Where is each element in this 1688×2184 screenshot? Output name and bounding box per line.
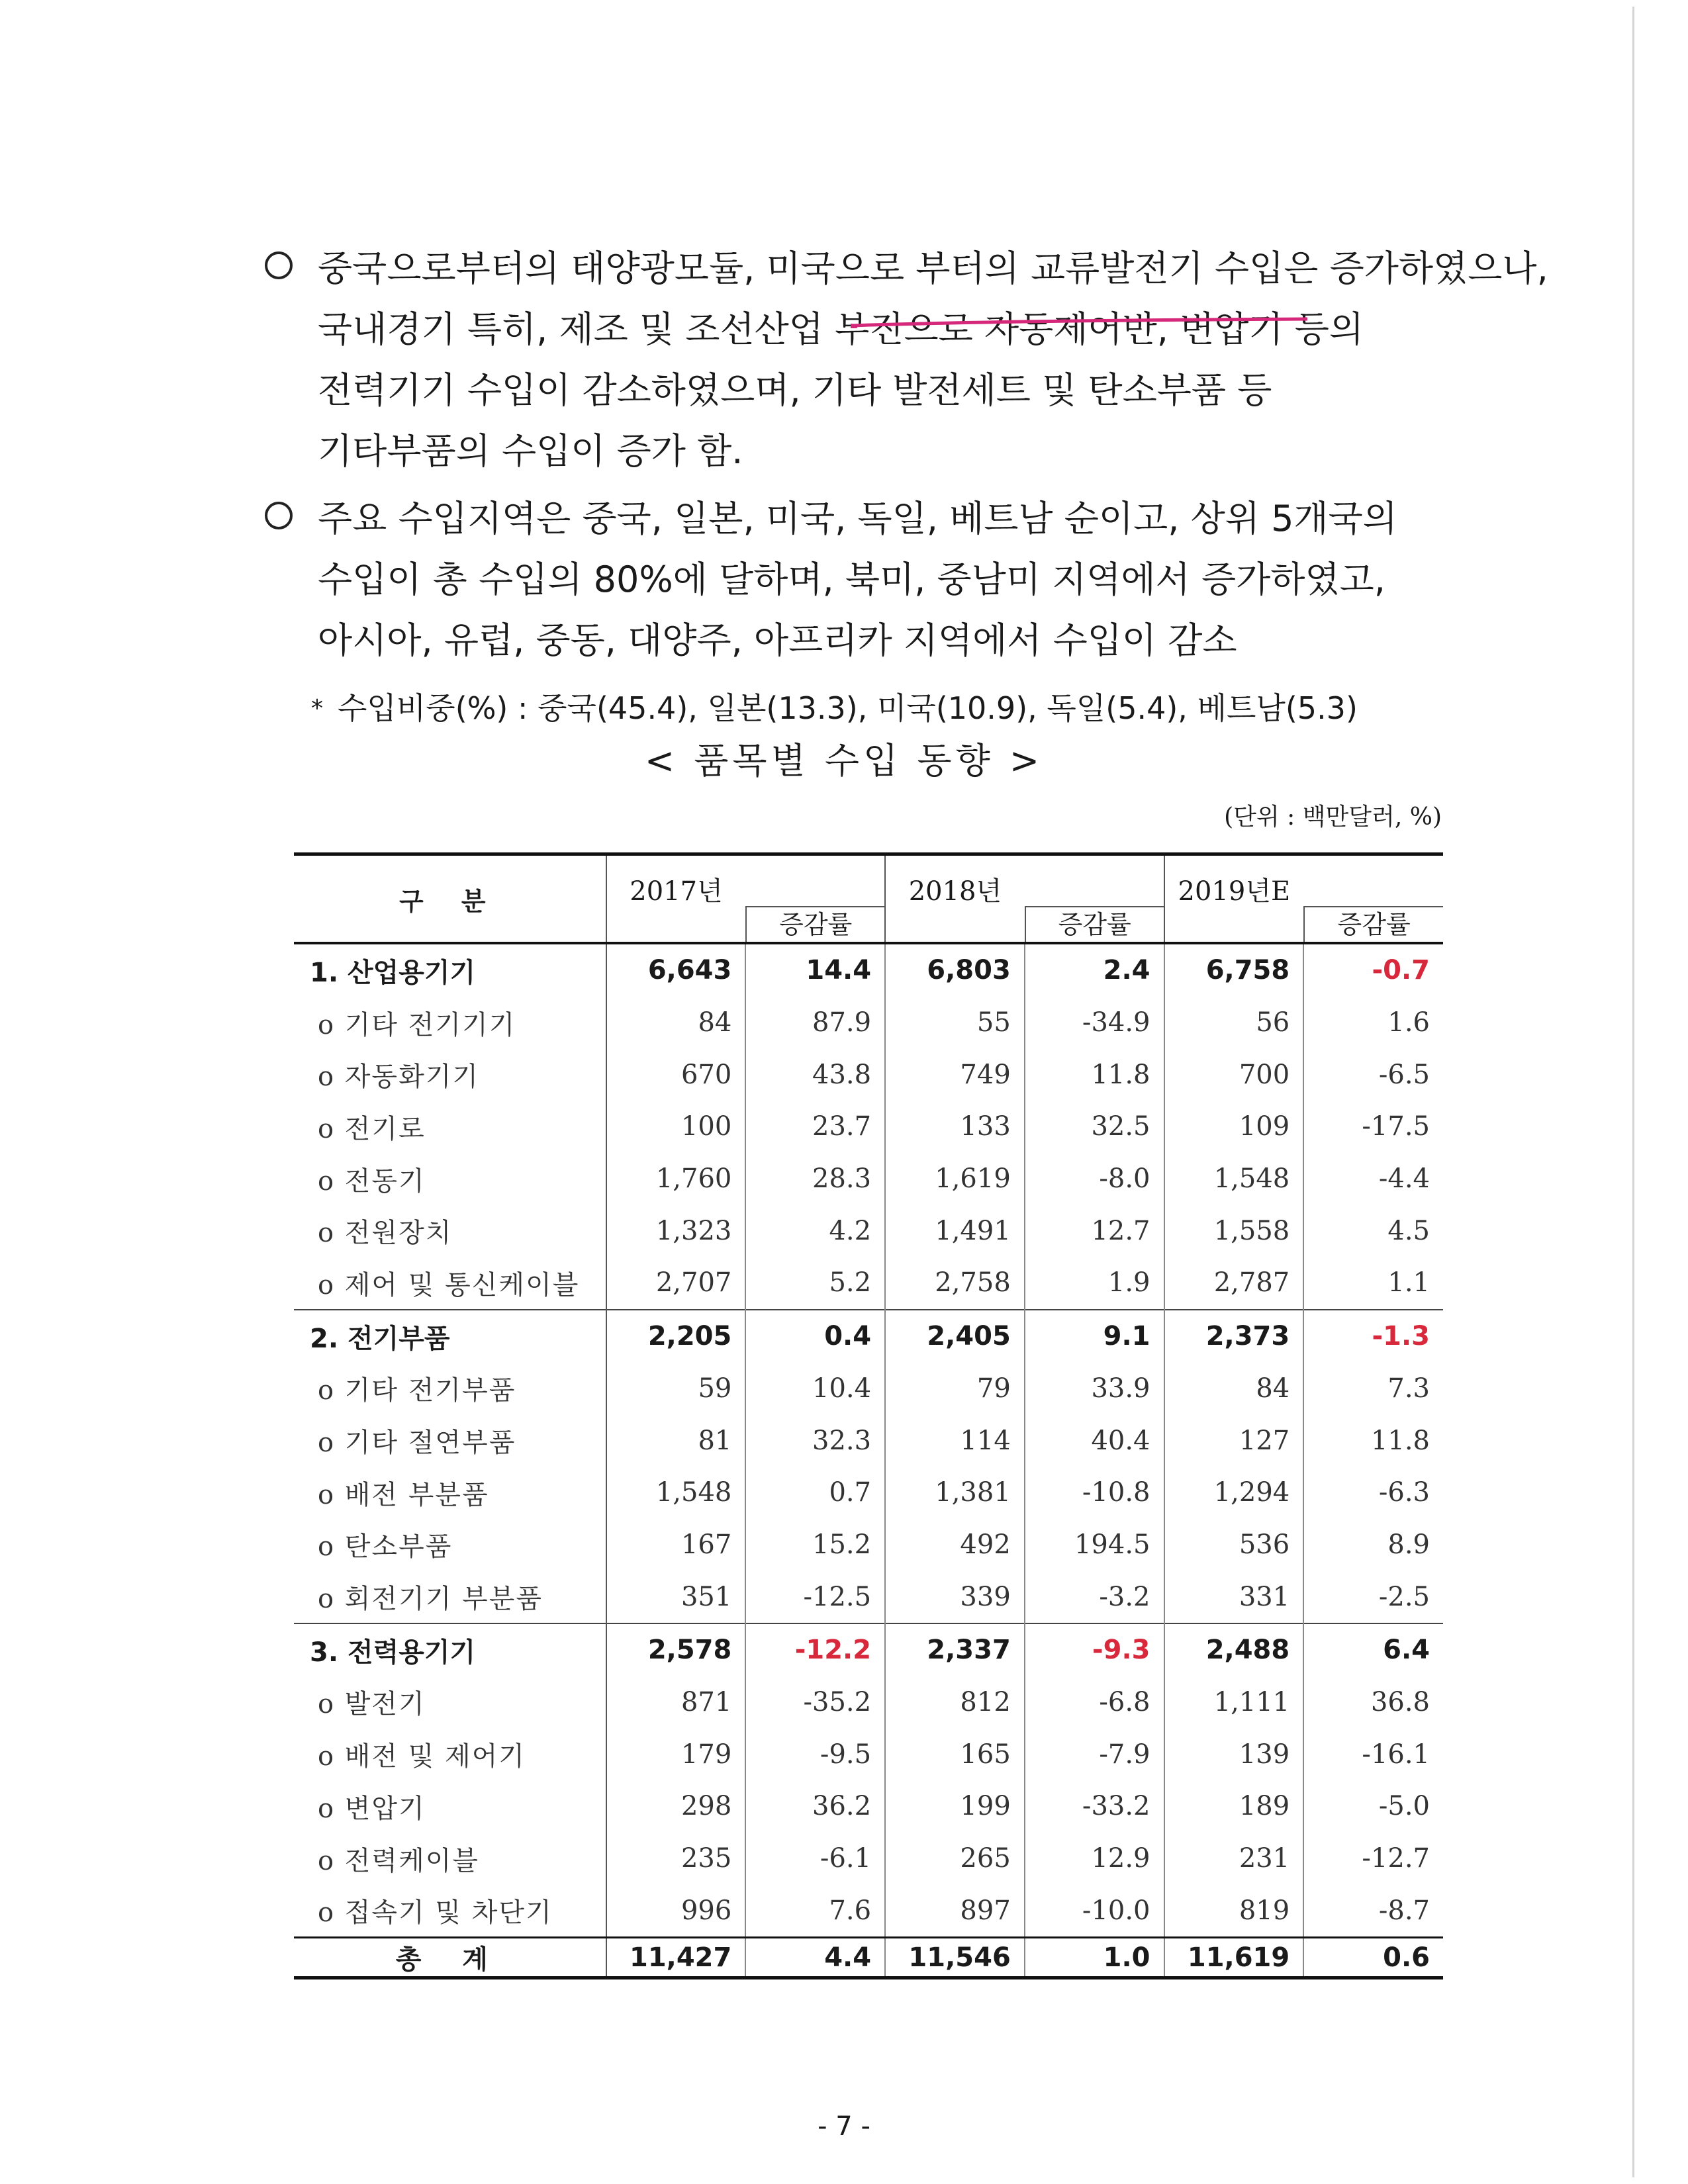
change-2019: 4.5 bbox=[1387, 1215, 1430, 1246]
total-2018-change: 1.0 bbox=[1025, 1938, 1164, 1978]
row-label: o 발전기 bbox=[294, 1676, 606, 1729]
change-2018: 12.7 bbox=[1025, 1205, 1164, 1257]
row-label: o 탄소부품 bbox=[294, 1519, 606, 1571]
value-2019: 331 bbox=[1164, 1570, 1304, 1623]
change-2018: 40.4 bbox=[1025, 1414, 1164, 1467]
table-row bbox=[294, 1048, 1443, 1101]
value-2017: 59 bbox=[606, 1363, 746, 1415]
page-number: - 7 - bbox=[818, 2111, 870, 2142]
change-2018: 194.5 bbox=[1025, 1519, 1164, 1571]
value-2017: 235 bbox=[606, 1833, 746, 1885]
value-2017: 100 bbox=[606, 1101, 746, 1153]
change-2019: 7.3 bbox=[1387, 1373, 1430, 1404]
change-2019: -1.3 bbox=[1303, 1310, 1443, 1363]
change-2017: 0.4 bbox=[745, 1310, 885, 1363]
table-title: < 품목별 수입 동향 > bbox=[644, 740, 1044, 782]
header-change-label: 증감률 bbox=[745, 906, 884, 942]
value-2018: 492 bbox=[885, 1519, 1025, 1571]
change-2017: 7.6 bbox=[745, 1884, 885, 1937]
value-2018: 165 bbox=[885, 1728, 1025, 1780]
change-2017: 87.9 bbox=[745, 997, 885, 1049]
table-row bbox=[294, 1257, 1443, 1310]
value-2017: 81 bbox=[606, 1414, 746, 1467]
value-2018: 749 bbox=[885, 1048, 1025, 1101]
bullet-paragraph-2 bbox=[265, 488, 1509, 671]
value-2017: 1,760 bbox=[606, 1153, 746, 1205]
table-row bbox=[294, 1570, 1443, 1623]
value-2019: 231 bbox=[1164, 1833, 1304, 1885]
change-2017: -12.5 bbox=[745, 1570, 885, 1623]
row-label: o 제어 및 통신케이블 bbox=[294, 1257, 606, 1310]
change-2018: -3.2 bbox=[1025, 1570, 1164, 1623]
value-2018: 265 bbox=[885, 1833, 1025, 1885]
import-trend-table bbox=[294, 852, 1443, 1979]
header-change-2017 bbox=[745, 854, 885, 944]
paragraph-line: 국내경기 특히, 제조 및 조선산업 부진으로 자동제어반, 변압기 등의 bbox=[318, 308, 1364, 350]
table-row bbox=[294, 1414, 1443, 1467]
value-2017: 2,578 bbox=[606, 1623, 746, 1676]
value-2019: 2,373 bbox=[1164, 1310, 1304, 1363]
value-2019: 1,294 bbox=[1164, 1467, 1304, 1519]
value-2017: 670 bbox=[606, 1048, 746, 1101]
change-2019: 1.1 bbox=[1387, 1267, 1430, 1298]
body-text bbox=[265, 238, 1548, 678]
value-2018: 2,337 bbox=[885, 1623, 1025, 1676]
table-section-row bbox=[294, 943, 1443, 997]
row-label: o 회전기기 부분품 bbox=[294, 1570, 606, 1623]
change-2018: 9.1 bbox=[1025, 1310, 1164, 1363]
value-2018: 2,405 bbox=[885, 1310, 1025, 1363]
value-2017: 84 bbox=[606, 997, 746, 1049]
change-2019: -0.7 bbox=[1372, 955, 1430, 986]
value-2019: 1,111 bbox=[1164, 1676, 1304, 1729]
value-2018: 199 bbox=[885, 1780, 1025, 1833]
change-2017: -12.2 bbox=[745, 1623, 885, 1676]
change-2019: 11.8 bbox=[1370, 1425, 1430, 1456]
change-2019: 6.4 bbox=[1303, 1623, 1443, 1676]
value-2019: 1,548 bbox=[1164, 1153, 1304, 1205]
total-2019-value: 11,619 bbox=[1164, 1938, 1304, 1978]
value-2018: 114 bbox=[885, 1414, 1025, 1467]
row-label: o 자동화기기 bbox=[294, 1048, 606, 1101]
table-row bbox=[294, 1101, 1443, 1153]
paragraph-line: 전력기기 수입이 감소하였으며, 기타 발전세트 및 탄소부품 등 bbox=[318, 369, 1272, 411]
value-2017: 1,548 bbox=[606, 1467, 746, 1519]
change-2017: 5.2 bbox=[745, 1257, 885, 1310]
row-label: o 전기로 bbox=[294, 1101, 606, 1153]
import-share-note bbox=[311, 688, 1358, 729]
change-2019: -2.5 bbox=[1378, 1581, 1430, 1612]
header-change-2018 bbox=[1025, 854, 1164, 944]
change-2018: 2.4 bbox=[1025, 943, 1164, 997]
paragraph-line: 중국으로부터의 태양광모듈, 미국으로 부터의 교류발전기 수입은 증가하였으나, bbox=[318, 248, 1548, 289]
value-2017: 2,205 bbox=[606, 1310, 746, 1363]
page-edge-shadow bbox=[1632, 7, 1634, 2177]
value-2018: 1,491 bbox=[885, 1205, 1025, 1257]
change-2018: 1.9 bbox=[1025, 1257, 1164, 1310]
change-2018: 12.9 bbox=[1025, 1833, 1164, 1885]
header-2018: 2018년 bbox=[885, 854, 1025, 944]
value-2018: 79 bbox=[885, 1363, 1025, 1415]
header-2017: 2017년 bbox=[606, 854, 746, 944]
row-label: o 배전 부분품 bbox=[294, 1467, 606, 1519]
asterisk-marker: * bbox=[311, 695, 323, 722]
value-2017: 179 bbox=[606, 1728, 746, 1780]
change-2017: 28.3 bbox=[745, 1153, 885, 1205]
table-row bbox=[294, 1519, 1443, 1571]
table-section-row bbox=[294, 1310, 1443, 1363]
value-2019: 2,488 bbox=[1164, 1623, 1304, 1676]
table-row bbox=[294, 1363, 1443, 1415]
paragraph-line: 주요 수입지역은 중국, 일본, 미국, 독일, 베트남 순이고, 상위 5개국의 bbox=[318, 498, 1397, 539]
value-2017: 6,643 bbox=[606, 943, 746, 997]
value-2019: 6,758 bbox=[1164, 943, 1304, 997]
change-2019: -5.0 bbox=[1378, 1791, 1430, 1822]
row-label: 1. 산업용기기 bbox=[294, 943, 606, 997]
circle-bullet-icon bbox=[265, 251, 293, 279]
total-2019-change: 0.6 bbox=[1303, 1938, 1443, 1978]
change-2017: 32.3 bbox=[745, 1414, 885, 1467]
change-2017: 23.7 bbox=[745, 1101, 885, 1153]
header-category: 구 분 bbox=[294, 854, 606, 944]
table-total-row bbox=[294, 1938, 1443, 1978]
change-2018: 32.5 bbox=[1025, 1101, 1164, 1153]
note-text: 수입비중(%) : 중국(45.4), 일본(13.3), 미국(10.9), 독일(5.4), 베트남(5.3) bbox=[338, 690, 1358, 726]
table-row bbox=[294, 1205, 1443, 1257]
value-2019: 84 bbox=[1164, 1363, 1304, 1415]
value-2018: 55 bbox=[885, 997, 1025, 1049]
value-2019: 109 bbox=[1164, 1101, 1304, 1153]
value-2018: 812 bbox=[885, 1676, 1025, 1729]
change-2017: -9.5 bbox=[745, 1728, 885, 1780]
row-label: o 배전 및 제어기 bbox=[294, 1728, 606, 1780]
row-label: o 기타 전기부품 bbox=[294, 1363, 606, 1415]
handwritten-highlight-mark bbox=[851, 316, 1307, 328]
row-label: o 변압기 bbox=[294, 1780, 606, 1833]
table-section-row bbox=[294, 1623, 1443, 1676]
change-2018: -34.9 bbox=[1025, 997, 1164, 1049]
table-row bbox=[294, 1728, 1443, 1780]
total-2018-value: 11,546 bbox=[885, 1938, 1025, 1978]
row-label: o 전력케이블 bbox=[294, 1833, 606, 1885]
change-2017: 0.7 bbox=[745, 1467, 885, 1519]
change-2018: -8.0 bbox=[1025, 1153, 1164, 1205]
change-2019: -6.3 bbox=[1378, 1477, 1430, 1508]
change-2019: -12.7 bbox=[1362, 1843, 1430, 1874]
value-2017: 298 bbox=[606, 1780, 746, 1833]
row-label: o 전동기 bbox=[294, 1153, 606, 1205]
change-2018: -9.3 bbox=[1025, 1623, 1164, 1676]
change-2017: 14.4 bbox=[745, 943, 885, 997]
value-2018: 2,758 bbox=[885, 1257, 1025, 1310]
change-2018: -10.0 bbox=[1025, 1884, 1164, 1937]
change-2019: -8.7 bbox=[1378, 1895, 1430, 1926]
value-2017: 1,323 bbox=[606, 1205, 746, 1257]
header-2019: 2019년E bbox=[1164, 854, 1304, 944]
change-2017: -6.1 bbox=[745, 1833, 885, 1885]
value-2019: 139 bbox=[1164, 1728, 1304, 1780]
paragraph-line: 아시아, 유럽, 중동, 대양주, 아프리카 지역에서 수입이 감소 bbox=[318, 619, 1237, 661]
change-2017: -35.2 bbox=[745, 1676, 885, 1729]
value-2019: 56 bbox=[1164, 997, 1304, 1049]
value-2018: 133 bbox=[885, 1101, 1025, 1153]
header-change-2019 bbox=[1303, 854, 1443, 944]
change-2018: -7.9 bbox=[1025, 1728, 1164, 1780]
change-2017: 43.8 bbox=[745, 1048, 885, 1101]
value-2019: 1,558 bbox=[1164, 1205, 1304, 1257]
total-label: 총 계 bbox=[294, 1938, 606, 1978]
row-label: o 기타 절연부품 bbox=[294, 1414, 606, 1467]
header-change-label: 증감률 bbox=[1303, 906, 1443, 942]
value-2017: 996 bbox=[606, 1884, 746, 1937]
value-2019: 819 bbox=[1164, 1884, 1304, 1937]
value-2017: 871 bbox=[606, 1676, 746, 1729]
row-label: 3. 전력용기기 bbox=[294, 1623, 606, 1676]
header-change-label: 증감률 bbox=[1025, 906, 1164, 942]
change-2018: -10.8 bbox=[1025, 1467, 1164, 1519]
value-2018: 6,803 bbox=[885, 943, 1025, 997]
row-label: 2. 전기부품 bbox=[294, 1310, 606, 1363]
change-2017: 10.4 bbox=[745, 1363, 885, 1415]
change-2018: -33.2 bbox=[1025, 1780, 1164, 1833]
change-2019: 36.8 bbox=[1370, 1686, 1430, 1717]
table-row bbox=[294, 997, 1443, 1049]
change-2017: 15.2 bbox=[745, 1519, 885, 1571]
value-2018: 339 bbox=[885, 1570, 1025, 1623]
change-2017: 4.2 bbox=[745, 1205, 885, 1257]
change-2018: -6.8 bbox=[1025, 1676, 1164, 1729]
value-2018: 1,381 bbox=[885, 1467, 1025, 1519]
row-label: o 전원장치 bbox=[294, 1205, 606, 1257]
value-2018: 1,619 bbox=[885, 1153, 1025, 1205]
table-body bbox=[294, 943, 1443, 1938]
change-2019: -17.5 bbox=[1362, 1111, 1430, 1142]
circle-bullet-icon bbox=[265, 502, 293, 529]
table-row bbox=[294, 1780, 1443, 1833]
total-2017-change: 4.4 bbox=[745, 1938, 885, 1978]
change-2019: 1.6 bbox=[1387, 1007, 1430, 1038]
value-2019: 2,787 bbox=[1164, 1257, 1304, 1310]
value-2017: 167 bbox=[606, 1519, 746, 1571]
table-row bbox=[294, 1884, 1443, 1937]
change-2019: -16.1 bbox=[1362, 1739, 1430, 1770]
change-2018: 33.9 bbox=[1025, 1363, 1164, 1415]
change-2018: 11.8 bbox=[1025, 1048, 1164, 1101]
value-2019: 536 bbox=[1164, 1519, 1304, 1571]
value-2019: 127 bbox=[1164, 1414, 1304, 1467]
row-label: o 접속기 및 차단기 bbox=[294, 1884, 606, 1937]
total-2017-value: 11,427 bbox=[606, 1938, 746, 1978]
table-row bbox=[294, 1153, 1443, 1205]
bullet-paragraph-1 bbox=[265, 238, 1548, 482]
table-row bbox=[294, 1467, 1443, 1519]
value-2017: 351 bbox=[606, 1570, 746, 1623]
paragraph-line: 기타부품의 수입이 증가 함. bbox=[318, 430, 743, 472]
change-2017: 36.2 bbox=[745, 1780, 885, 1833]
change-2019: -4.4 bbox=[1378, 1163, 1430, 1195]
change-2019: 8.9 bbox=[1387, 1529, 1430, 1560]
paragraph-line: 수입이 총 수입의 80%에 달하며, 북미, 중남미 지역에서 증가하였고, bbox=[318, 559, 1385, 600]
table-row bbox=[294, 1676, 1443, 1729]
value-2019: 700 bbox=[1164, 1048, 1304, 1101]
change-2019: -6.5 bbox=[1378, 1059, 1430, 1090]
value-2019: 189 bbox=[1164, 1780, 1304, 1833]
table-header-row bbox=[294, 854, 1443, 944]
value-2017: 2,707 bbox=[606, 1257, 746, 1310]
value-2018: 897 bbox=[885, 1884, 1025, 1937]
row-label: o 기타 전기기기 bbox=[294, 997, 606, 1049]
table-unit: (단위 : 백만달러, %) bbox=[1224, 803, 1442, 831]
table-row bbox=[294, 1833, 1443, 1885]
